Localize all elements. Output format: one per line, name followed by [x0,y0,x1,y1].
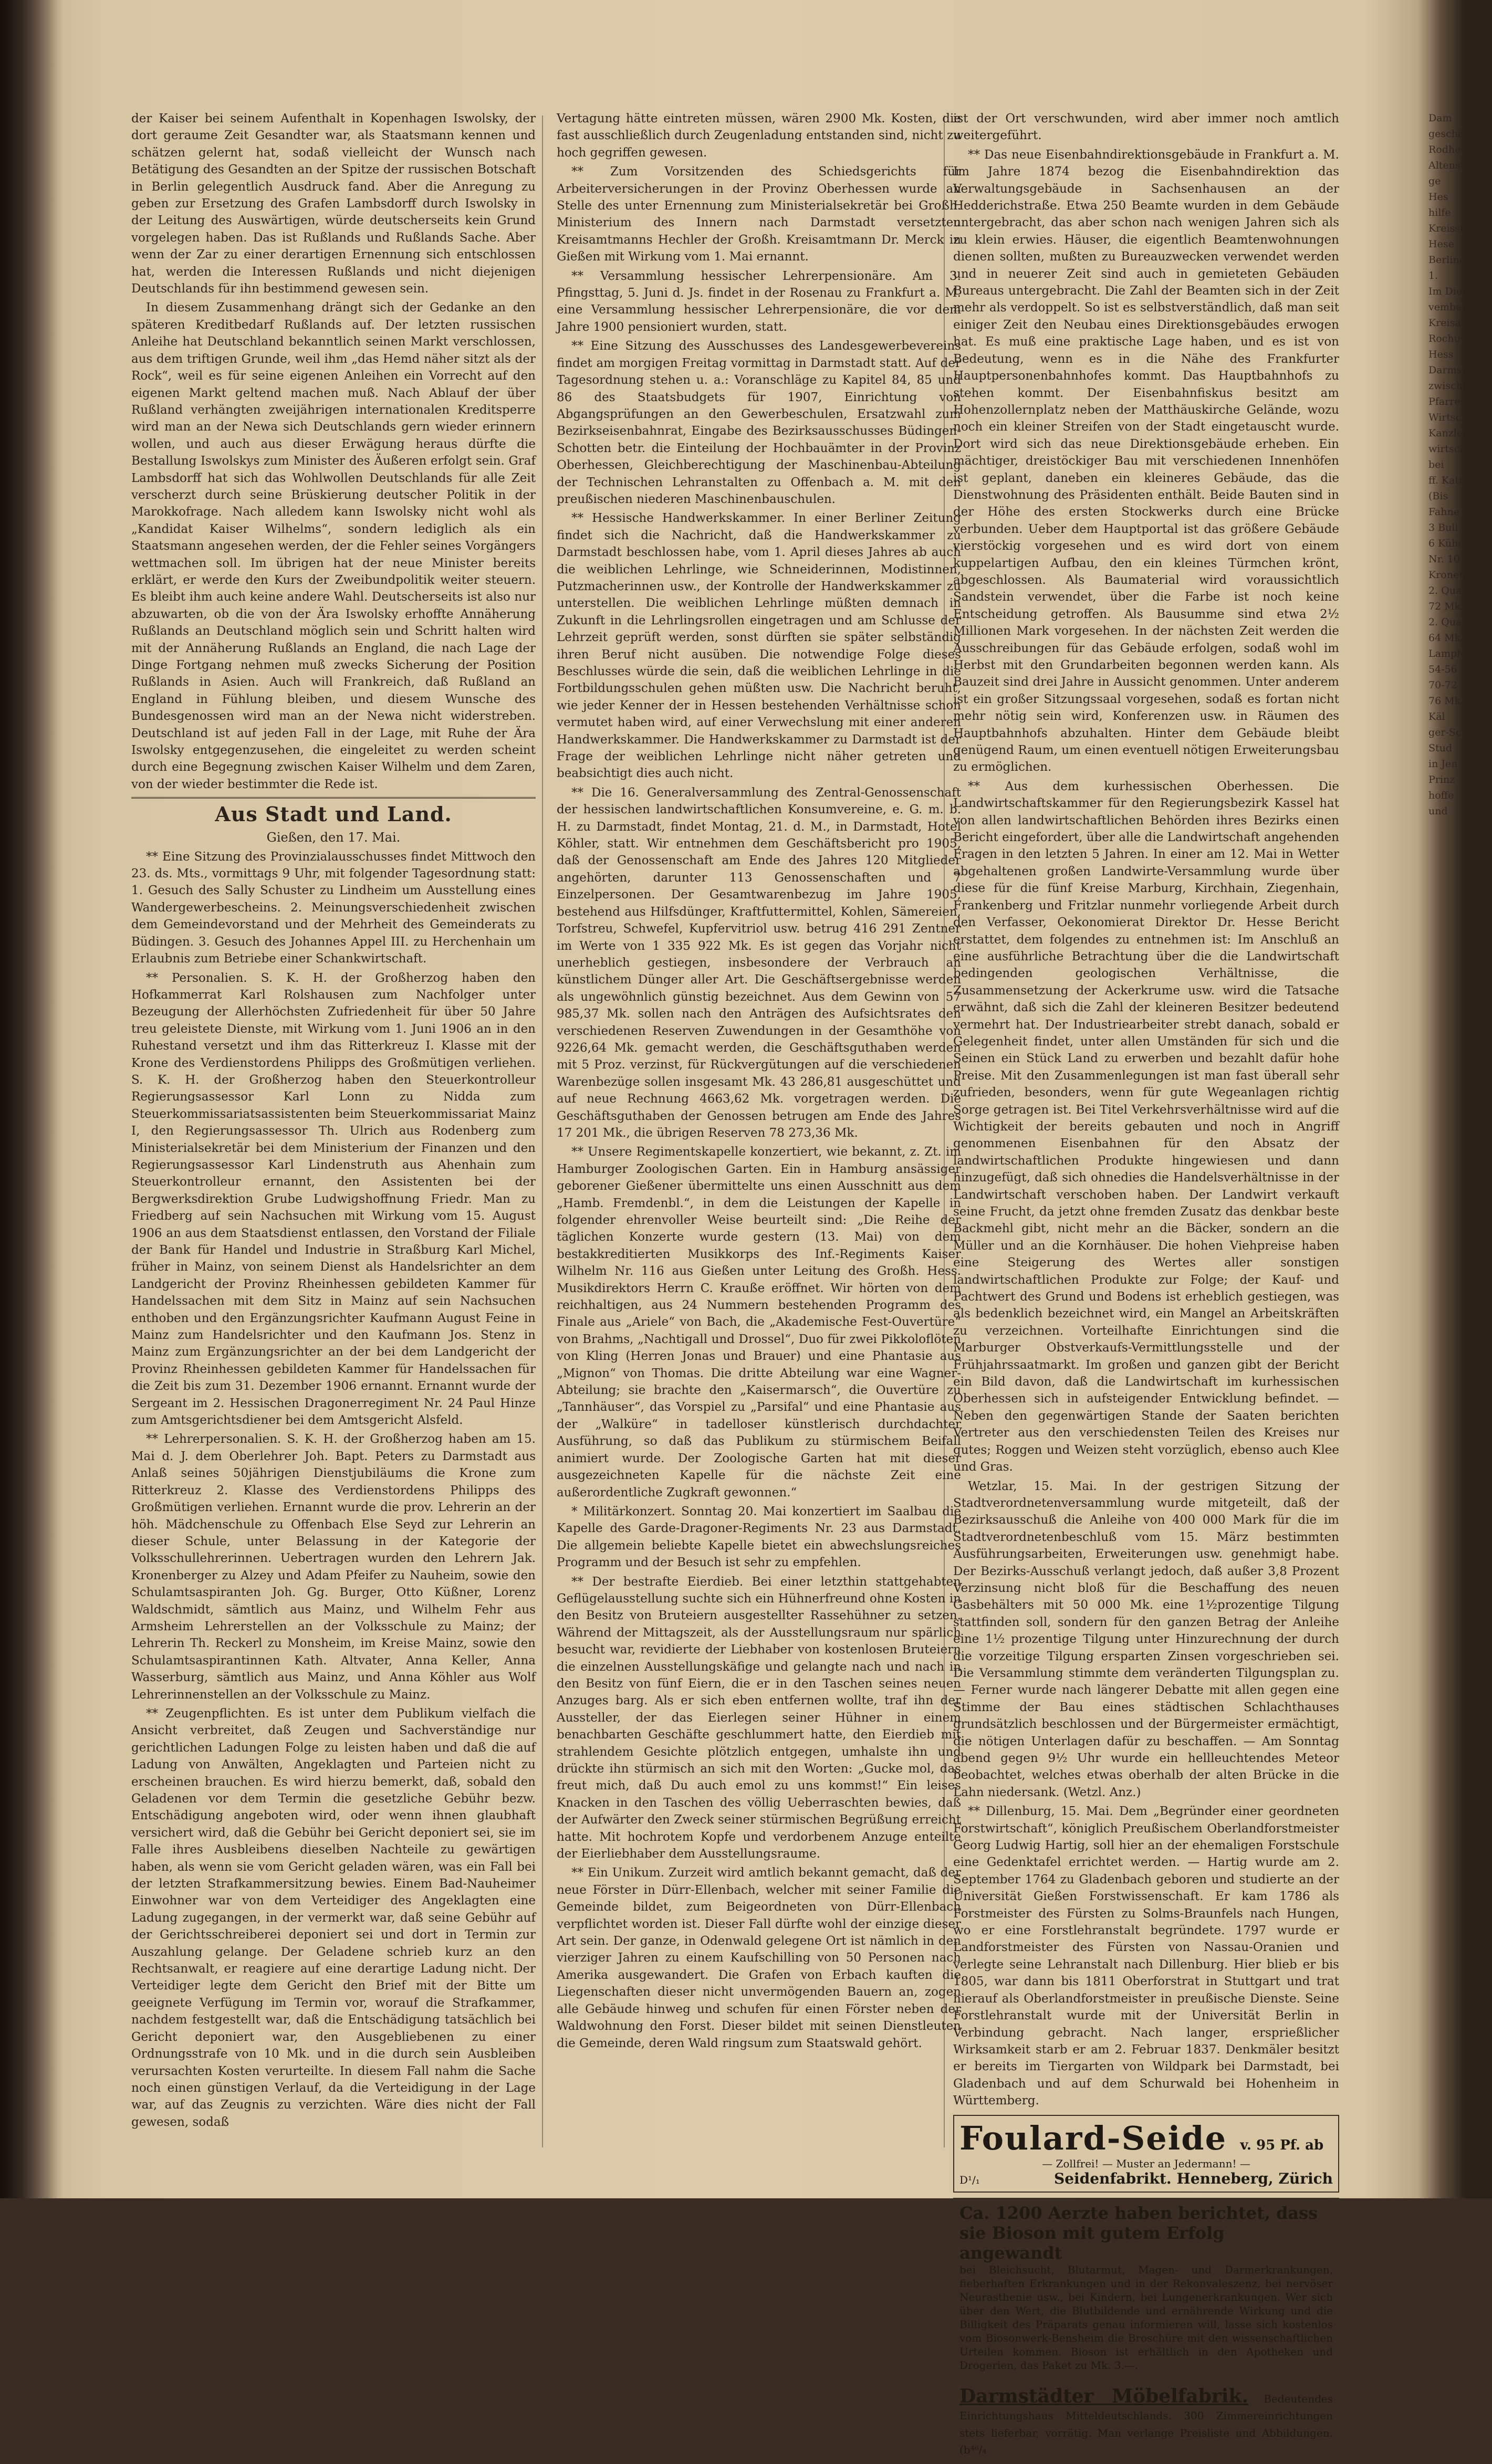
fragment-line: ff. Katt [1428,475,1463,486]
fragment-line: Käl [1428,711,1445,722]
fragment-line: Kreisstadt [1428,223,1480,234]
fragment-line: Nr. 10 [1428,553,1460,565]
fragment-line: zwischen [1428,380,1475,392]
fragment-line: Fahne [1428,506,1459,518]
fragment-line: 6 Kühe [1428,538,1464,549]
news-item: Wetzlar, 15. Mai. In der gestrigen Sitzung der Stadtverordnetenversammlung wurde mitgeteilt, daß der Bezirksausschuß die Anleihe von 400 000 Mark für die im Stadtverordnetenbeschluß vom 15. März bestimmten Ausführungsarbeiten, Erweiterungen usw. genehmigt habe. Der Bezirks-Ausschuß verlangt jedoch, daß außer 3,8 Prozent Verzinsung nicht bloß für die Beschaffung des neuen Gasbehälters mit 50 000 Mk. eine 1½prozentige Tilgung stattfinden soll, sondern für den ganzen Betrag der Anleihe eine 1½ prozentige Tilgung unter Hinzurechnung der durch die vorzeitige Tilgung ersparten Zinsen vorgeschrieben sei. Die Versammlung stimmte dem veränderten Tilgungsplan zu. — Ferner wurde nach längerer Debatte mit allen gegen eine Stimme der Bau eines städtischen Schlachthauses grundsätzlich beschlossen und der Bürgermeister ermächtigt, die nötigen Unterlagen dafür zu beschaffen. — Am Sonntag abend gegen 9½ Uhr wurde ein hellleuchtendes Meteor beobachtet, welches etwas oberhalb der alten Brücke in die Lahn niedersank. (Wetzl. Anz.) [953,1479,1339,1799]
ad-firm: Seidenfabrikt. Henneberg, Zürich [1053,2169,1333,2187]
fragment-line: in Jen [1428,758,1458,770]
column-1 [131,110,536,2158]
fragment-line: 70-72 [1428,679,1457,691]
fragment-line: Wirtschaft [1428,412,1481,423]
ad-title: Darmstädter Möbelfabrik. [959,2385,1248,2407]
news-item: * Militärkonzert. Sonntag 20. Mai konzertiert im Saalbau die Kapelle des Garde-Dragoner-Regiments Nr. 23 aus Darmstadt. Die allgemein beliebte Kapelle bietet ein abwechslungsreiches Programm und der Besuch ist sehr zu empfehlen. [557,1504,961,1570]
ad-price: v. 95 Pf. ab [1240,2137,1324,2153]
fragment-line: Altenstadt [1428,160,1481,171]
news-item: Vertagung hätte eintreten müssen, wären 2900 Mk. Kosten, die fast ausschließlich durch Zeugenladung entstanden sind, nicht zu hoch gegriffen gewesen. [557,112,961,160]
ad-code: D¹/₁ [959,2173,980,2186]
column-2 [557,110,961,2158]
column-3 [953,110,1339,2457]
fragment-line: Hese [1428,238,1454,250]
fragment-line: Kreisamtes [1428,317,1486,329]
fragment-line: Kanzler [1428,427,1468,439]
news-item: ** Unsere Regimentskapelle konzertiert, wie bekannt, z. Zt. im Hamburger Zoologischen Garten. Ein in Hamburg ansässiger geborener Gießener übermittelte uns einen Ausschnitt aus dem „Hamb. Fremdenbl.“, in dem die Leistungen der Kapelle in folgender ehrenvoller Weise beurteilt sind: „Die Reihe der täglichen Konzerte wurde gestern (13. Mai) von dem bestakkreditierten Musikkorps des Inf.-Regiments Kaiser Wilhelm Nr. 116 aus Gießen unter Leitung des Großh. Hess. Musikdirektors Herrn C. Krauße eröffnet. Wir hörten von dem reichhaltigen, aus 24 Nummern bestehenden Programm des Finale aus „Ariele“ von Bach, die „Akademische Fest-Ouvertüre“ von Brahms, „Nachtigall und Drossel“, Duo für zwei Pikkoloflöten von Kling (Herren Jonas und Brauer) und eine Phantasie aus „Mignon“ von Thomas. Die dritte Abteilung war eine Wagner-Abteilung; sie brachte den „Kaisermarsch“, die Ouvertüre zu „Tannhäuser“, das Vorspiel zu „Parsifal“ und eine Phantasie aus der „Walküre“ in tadelloser künstlerisch durchdachter Ausführung, so daß das Publikum zu stürmischem Beifall animiert wurde. Der Zoologische Garten hat mit dieser ausgezeichneten Kapelle für die nächste Zeit eine außerordentliche Zugkraft gewonnen.“ [557,1145,961,1500]
fragment-line: 64 Mk. [1428,632,1464,644]
fragment-line: 76 Mk. [1428,695,1464,707]
article-paragraph: der Kaiser bei seinem Aufenthalt in Kopenhagen Iswolsky, der dort geraume Zeit Gesandter war, als Staatsmann kennen und schätzen gelernt hat, sodaß vielleicht der Wunsch nach Betätigung des Gesandten an der Spitze der russischen Botschaft in Berlin gelegentlich Ausdruck fand. Aber die Anregung zu geben zur Ersetzung des Grafen Lambsdorff durch Iswolsky in der Leitung des Auswärtigen, würde deutscherseits kein Grund vorgelegen haben. Das ist Rußlands und Rußlands Sache. Aber wenn der Zar zu einer derartigen Ernennung sich entschlossen hat, werden die Interessen Rußlands und nicht diejenigen Deutschlands für ihn bestimmend gewesen sein. [131,112,536,296]
ad-body: bei Bleichsucht, Blutarmut, Magen- und Darmerkrankungen, fieberhaften Erkrankungen und in der Rekonvaleszenz, bei nervöser Neurasthenie usw., bei Kindern, bei Lungenerkrankungen. Wer sich über den Wert, die Blutbildende und ernährende Wirkung und die Billigkeit des Präparats genau informieren will, lasse sich kostenlos vom Biosonwerk-Bensheim die Broschüre mit den wissenschaftlichen Urteilen kommen. Bioson ist erhältlich in den Apotheken und Drogerien, das Paket zu Mk. 3.—. [959,2263,1333,2372]
ad-title: Foulard-Seide [959,2119,1227,2157]
fragment-line: Berliner [1428,254,1470,266]
news-item: ** Zum Vorsitzenden des Schiedsgerichts für Arbeiterversicherungen in der Provinz Oberhessen wurde an Stelle des unter Ernennung zum Ministerialsekretär bei Großh. Ministerium des Innern nach Darmstadt versetzten Kreisamtmanns Hechler der Großh. Kreisamtmann Dr. Merck in Gießen mit Wirkung vom 1. Mai ernannt. [557,165,961,264]
ad-tagline: — Zollfrei! — Muster an Jedermann! — [1042,2157,1250,2170]
fragment-line: ger-Sch [1428,727,1468,738]
fragment-line: ge [1428,175,1441,187]
news-item: ** Eine Sitzung des Ausschusses des Landesgewerbevereins findet am morgigen Freitag vormittag in Darmstadt statt. Auf der Tagesordnung stehen u. a.: Voranschläge zu Kapitel 84, 85 und 86 des Staatsbudgets für 1907, Einrichtung von Abgangsprüfungen an den Gewerbeschulen, Ersatzwahl zum Bezirkseisenbahnrat, Eingabe des Bezirksausschusses Büdingen-Schotten betr. die Einteilung der Hochbauämter in der Provinz Oberhessen, Gleichberechtigung der Maschinenbau-Abteilung der Technischen Lehranstalten zu Offenbach a. M. mit den preußischen niederen Maschinenbauschulen. [557,339,961,506]
fragment-line: 72 Mk. [1428,601,1464,612]
fragment-line: Rodheim [1428,144,1474,155]
news-item: ** Versammlung hessischer Lehrerpensionäre. Am 3. Pfingsttag, 5. Juni d. Js. findet in der Rosenau zu Frankfurt a. M. eine Versammlung hessischer Lehrerpensionäre, die vor dem Jahre 1900 pensioniert wurden, statt. [557,269,961,334]
fragment-line: Hess [1428,349,1454,360]
fragment-line: 54-56 [1428,664,1457,675]
fragment-line: und [1428,805,1448,817]
fragment-line: Kronen [1428,569,1466,581]
fragment-line: vember [1428,301,1467,313]
ad-body: Bedeutendes Einrichtungshaus Mitteldeutschlands. 300 Zimmereinrichtungen stets lieferbar, vorrätig. Man verlange Preisliste und Abbildungen. [959,2392,1333,2439]
news-item: ** Aus dem kurhessischen Oberhessen. Die Landwirtschaftskammer für den Regierungsbezirk Kassel hat von allen landwirtschaftlichen Behörden ihres Bezirks einen Bericht eingefordert, über alle die Landwirtschaft angehenden Fragen in den letzten 5 Jahren. In einer am 12. Mai in Wetter abgehaltenen großen Landwirte-Versammlung wurde über diese für die fünf Kreise Marburg, Kirchhain, Ziegenhain, Frankenberg und Fritzlar nunmehr vorliegende Arbeit durch den Verfasser, Oekonomierat Direktor Dr. Hesse Bericht erstattet, dem folgendes zu entnehmen ist: Im Anschluß an eine ausführliche Betrachtung über die die Landwirtschaft bedingenden geologischen Verhältnisse, die Zusammensetzung der Ackerkrume usw. wird die Tatsache erwähnt, daß sich die Zahl der kleineren Besitzer bedeutend vermehrt hat. Der Industriearbeiter strebt danach, sobald er Gelegenheit findet, unter allen Umständen für sich und die Seinen ein Stück Land zu erwerben und bezahlt dafür hohe Preise. Mit den Zusammenlegungen ist man fast überall sehr zufrieden, besonders, wenn für gute Wegeanlagen richtig Sorge getragen ist. Bei Titel Verkehrsverhältnisse wird auf die Wichtigkeit der bereits gebauten und noch in Angriff genommenen Eisenbahnen für den Absatz der landwirtschaftlichen Produkte hingewiesen und dann hinzugefügt, daß sich ohnedies die Handelsverhältnisse in der Landwirtschaft verschoben haben. Der Landwirt verkauft seine Frucht, da jetzt ohne fremden Zusatz das denkbar beste Backmehl gibt, nicht mehr an die Bäcker, sondern an die Müller und an die Kornhäuser. Die hohen Viehpreise haben eine Steigerung des Wertes aller sonstigen landwirtschaftlichen Produkte zur Folge; der Kauf- und Pachtwert des Grund und Bodens ist erheblich gestiegen, was als bedenklich bezeichnet wird, ein Mangel an Arbeitskräften zu verzeichnen. Vorteilhafte Einrichtungen sind die Marburger Obstverkaufs-Vermittlungsstelle und der Frühjahrssaatmarkt. Im großen und ganzen gibt der Bericht ein Bild davon, daß die Landwirtschaft im kurhessischen Oberhessen sich in aufsteigender Entwicklung befindet. — Neben den gegenwärtigen Stande der Saaten berichten Vertreter aus den verschiedensten Teilen des Kreises nur gutes; Roggen und Weizen steht vorzüglich, ebenso auch Klee und Gras. [953,779,1339,1474]
news-item: ** Die 16. Generalversammlung des Zentral-Genossenschaft der hessischen landwirtschaftlichen Konsumvereine, e. G. m. b. H. zu Darmstadt, findet Montag, 21. d. M., in Darmstadt, Hotel Köhler, statt. Wir entnehmen dem Geschäftsbericht pro 1905, daß der Genossenschaft am Ende des Jahres 120 Mitglieder angehörten, darunter 113 Genossenschaften und 7 Einzelpersonen. Der Gesamtwarenbezug im Jahre 1905, bestehend aus Hilfsdünger, Kraftfuttermittel, Kohlen, Sämereien, Torfstreu, Schwefel, Kupfervitriol usw. betrug 416 291 Zentner im Werte von 1 335 922 Mk. Es ist gegen das Vorjahr nicht unerheblich gestiegen, insbesondere der Verbrauch an künstlichem Dünger aller Art. Die Geschäftsergebnisse werden als ungewöhnlich günstig bezeichnet. Aus dem Gewinn von 57 985,37 Mk. sollen nach den Anträgen des Aufsichtsrates den verschiedenen Reserven Zuwendungen in der Gesamthöhe von 9226,64 Mk. gemacht werden, die Geschäftsguthaben werden mit 5 Proz. verzinst, für Rückvergütungen auf die verschiedenen Warenbezüge sollen insgesamt Mk. 43 286,81 ausgeschüttet und auf neue Rechnung 4663,62 Mk. vorgetragen werden. Die Geschäftsguthaben der Genossen betrugen am Ende des Jahres 17 201 Mk., die übrigen Reserven 78 273,36 Mk. [557,785,961,1140]
fragment-line: Rochus [1428,333,1466,344]
news-item: ** Zeugenpflichten. Es ist unter dem Publikum vielfach die Ansicht verbreitet, daß Zeugen und Sachverständige nur gerichtlichen Ladungen Folge zu leisten haben und daß die auf Ladung von Anwälten, Angeklagten und Parteien nicht zu erscheinen brauchen. Es wird hierzu bemerkt, daß, sobald den Geladenen vor dem Termin die gesetzliche Gebühr bezw. Entschädigung angeboten wird, oder wenn ihnen glaubhaft versichert wird, daß die Gebühr bei Gericht deponiert sei, sie im Falle ihres Ausbleibens dieselben Nachteile zu gewärtigen haben, als wenn sie vom Gericht geladen wären, was ein Fall bei der letzten Strafkammersitzung bewies. Einem Bad-Nauheimer Einwohner war von dem Verteidiger des Angeklagten eine Ladung zugegangen, in der vermerkt war, daß seine Gebühr auf der Gerichtsschreiberei deponiert sei und dort in Termin zur Auszahlung gelange. Der Geladene schrieb kurz an den Rechtsanwalt, er reagiere auf eine derartige Ladung nicht. Der Verteidiger legte dem Gericht den Brief mit der Bitte um geeignete Verfügung im Termin vor, worauf die Strafkammer, nachdem festgestellt war, daß die Entschädigung tatsächlich bei Gericht deponiert war, den Ausgebliebenen zu einer Ordnungsstrafe von 10 Mk. und in die durch sein Ausbleiben verursachten Kosten verurteilte. In diesem Fall nahm die Sache noch einen günstigen Verlauf, da die Verteidigung in der Lage war, auf das Zeugnis zu verzichten. Wäre dies nicht der Fall gewesen, sodaß [131,1706,536,2129]
fragment-line: (Bis [1428,490,1448,502]
news-item: ** Der bestrafte Eierdieb. Bei einer letzthin stattgehabten Geflügelausstellung suchte sich ein Hühnerfreund ohne Kosten in den Besitz von Bruteiern ausgestellter Rassehühner zu setzen. Während der Mittagszeit, als der Ausstellungsraum nur spärlich besucht war, revidierte der Liebhaber von kostenlosen Bruteiern die einzelnen Ausstellungskäfige und gelangte nach und nach in den Besitz von fünf Eiern, die er in den Taschen seines neuen Anzuges barg. Als er sich eben entfernen wollte, traf ihn der Aussteller, der das Eierlegen seiner Hühner in einem benachbarten Geschäfte geschlummert hatte, den Eierdieb mit strahlendem Gesichte plötzlich entgegen, umhalste ihn und drückte ihn stürmisch an sich mit den Worten: „Gucke mol, das freut mich, daß Du auch emol zu uns kommst!“ Ein leises Knacken in den Taschen des völlig Ueberraschten bewies, daß der Aufwärter den Zweck seiner stürmischen Begrüßung erreicht hatte. Mit hochrotem Kopfe und verdorbenem Anzuge enteilte der Eierliebhaber dem Ausstellungsraume. [557,1575,961,1861]
ad-code: (b⁴⁶/₄ [959,2444,987,2457]
news-item: ** Hessische Handwerkskammer. In einer Berliner Zeitung findet sich die Nachricht, daß die Handwerkskammer zu Darmstadt beschlossen habe, vom 1. April dieses Jahres ab auch die weiblichen Lehrlinge, wie Schneiderinnen, Modistinnen, Putzmacherinnen usw., der Kontrolle der Handwerkskammer zu unterstellen. Die weiblichen Lehrlinge müßten demnach in Zukunft in die Lehrlingsrollen eingetragen und am Schlusse der Lehrzeit geprüft werden, sonst dürften sie später selbständig ihren Beruf nicht ausüben. Die notwendige Folge dieses Beschlusses würde die sein, daß die weiblichen Lehrlinge in die Fortbildungsschulen gehen müßten usw. Die Nachricht beruht, wie jeder Kenner der in Hessen bestehenden Verhältnisse schon vermutet haben wird, auf einer Verwechslung mit einer anderen Handwerkskammer. Die Handwerkskammer zu Darmstadt ist der Frage der weiblichen Lehrlinge nicht näher getreten und beabsichtigt dies auch nicht. [557,511,961,781]
fragment-line: Pfarrer [1428,396,1465,407]
news-item: ist der Ort verschwunden, wird aber immer noch amtlich weitergeführt. [953,112,1339,143]
fragment-line: geschäftem [1428,128,1487,140]
news-item: ** Lehrerpersonalien. S. K. H. der Großherzog haben am 15. Mai d. J. dem Oberlehrer Joh. Bapt. Peters zu Darmstadt aus Anlaß seines 50jährigen Dienstjubiläums die Krone zum Ritterkreuz 2. Klasse des Verdienstordens Philipps des Großmütigen verliehen. Ernannt wurde die prov. Lehrerin an der höh. Mädchenschule zu Offenbach Else Seyd zur Lehrerin an dieser Schule, unter Belassung in der Kategorie der Volksschullehrerinnen. Uebertragen wurden den Lehrern Jak. Kronenberger zu Alzey und Adam Pfeifer zu Nauheim, sowie den Schulamtsaspiranten Joh. Gg. Burger, Otto Küßner, Lorenz Waldschmidt, sämtlich aus Mainz, und Wilhelm Fehr aus Armsheim Lehrerstellen an der Volksschule zu Mainz; der Lehrerin Th. Reckerl zu Monsheim, im Kreise Mainz, sowie den Schulamtsaspirantinnen Kath. Altvater, Anna Keller, Anna Wasserburg, sämtlich aus Mainz, und Anna Köhler aus Wolf Lehrerinnenstellen an der Volksschule zu Mainz. [131,1432,536,1702]
fragment-line: 2. Quali [1428,616,1468,628]
advertisement-moebelfabrik [953,2383,1339,2464]
fragment-line: Darmst [1428,364,1466,376]
fragment-line: wirtschafts [1428,443,1485,455]
column-rule [542,116,543,2147]
fragment-line: Lampfel [1428,648,1470,659]
ad-headline: Ca. 1200 Aerzte haben berichtet, dass sie Bioson mit gutem Erfolg angewandt [959,2203,1318,2263]
fragment-line: hilfe [1428,207,1451,218]
fragment-line: 2. Quali [1428,585,1468,596]
news-item: ** Eine Sitzung des Provinzialausschusses findet Mittwoch den 23. ds. Mts., vormittags 9 Uhr, mit folgender Tagesordnung statt: 1. Gesuch des Sally Schuster zu Lindheim um Ausstellung eines Wandergewerbescheins. 2. Meinungsverschiedenheit zwischen dem Gemeindevorstand und der Mehrheit des Gemeinderats zu Büdingen. 3. Gesuch des Johannes Appel III. zu Herchenhain um Erlaubnis zum Betriebe einer Schankwirtschaft. [131,850,536,966]
news-item: ** Personalien. S. K. H. der Großherzog haben den Hofkammerrat Karl Rolshausen zum Nachfolger unter Bezeugung der Allerhöchsten Zufriedenheit für über 50 Jahre treu geleistete Dienste, mit Wirkung vom 1. Juni 1906 an in den Ruhestand versetzt und ihm das Ritterkreuz I. Klasse mit der Krone des Verdienstordens Philipps des Großmütigen verliehen. S. K. H. der Großherzog haben den Steuerkontrolleur Regierungsassessor Karl Lonn zu Nidda zum Steuerkommissariatsassistenten beim Steuerkommissariat Mainz I, den Regierungsassessor Th. Ulrich aus Rodenberg zum Ministerialsekretär bei dem Ministerium der Finanzen und den Regierungsassessor Karl Lindenstruth aus Ahenhain zum Steuerkontrolleur ernannt, den Assistenten bei der Bergwerksdirektion Grube Ludwigshoffnung Friedr. Man zu Friedberg auf sein Nachsuchen mit Wirkung vom 15. August 1906 an aus dem Staatsdienst entlassen, den Vorstand der Filiale der Bank für Handel und Industrie in Straßburg Karl Michel, früher in Mainz, von seinem Dienst als Handelsrichter an dem Landgericht der Provinz Rheinhessen gebildeten Kammer für Handelssachen mit dem Sitz in Mainz auf sein Nachsuchen enthoben und den Ergänzungsrichter Kaufmann August Feine in Mainz zum Handelsrichter und den Kaufmann Jos. Stenz in Mainz zum Ergänzungsrichter an der bei dem Landgericht der Provinz Rheinhessen gebildeten Kammer für Handelssachen für die Zeit bis zum 31. Dezember 1906 ernannt. Ernannt wurde der Sergeant im 2. Hessischen Dragonerregiment Nr. 24 Paul Hinze zum Amtsgerichtsdiener bei dem Amtsgericht Alsfeld. [131,971,536,1428]
news-item: ** Ein Unikum. Zurzeit wird amtlich bekannt gemacht, daß der neue Förster in Dürr-Ellenbach, welcher mit seiner Familie die Gemeinde bildet, zum Beigeordneten von Dürr-Ellenbach verpflichtet worden ist. Dieser Fall dürfte wohl der einzige dieser Art sein. Der ganze, in Odenwald gelegene Ort ist nämlich in den vierziger Jahren zu einem Kaufschilling von 50 Personen nach Amerika ausgewandert. Die Grafen von Erbach kauften die Liegenschaften dieser nicht unvermögenden Bauern an, zogen alle Gebäude hinweg und schufen für einen Förster neben der Waldwohnung den Forst. Dieser bildet mit seinen Dienstleuten die Gemeinde, deren Wald ringsum zum Staatswald gehört. [557,1866,961,2050]
fragment-line: bei [1428,459,1444,470]
fragment-line: Stud [1428,742,1453,754]
adjacent-page-fragment [1428,110,1487,2105]
fragment-line: Im Dien [1428,286,1469,297]
fragment-line: hoffe [1428,790,1454,801]
advertisement-foulard-seide [953,2115,1339,2193]
news-item: ** Dillenburg, 15. Mai. Dem „Begründer einer geordneten Forstwirtschaft“, königlich Preußischem Oberlandforstmeister Georg Ludwig Hartig, soll hier an der ehemaligen Forstschule eine Gedenktafel errichtet werden. — Hartig wurde am 2. September 1764 zu Gladenbach geboren und studierte an der Universität Gießen Forstwissenschaft. Er kam 1786 als Forstmeister des Fürsten zu Solms-Braunfels nach Hungen, wo er eine Forstlehranstalt begründete. 1797 wurde er Landforstmeister des Fürsten von Nassau-Oranien und verlegte seine Lehranstalt nach Dillenburg. Hier blieb er bis 1805, war dann bis 1811 Oberforstrat in Stuttgart und trat hierauf als Oberlandforstmeister in preußische Dienste. Seine Forstlehranstalt wurde mit der Universität Berlin in Verbindung gebracht. Nach langer, ersprießlicher Wirksamkeit starb er am 2. Februar 1837. Denkmäler besitzt er bereits im Tiergarten von Wildpark bei Darmstadt, bei Gladenbach und auf dem Schurwald bei Hohenheim in Württemberg. [953,1805,1339,2108]
newspaper-page [105,110,1402,2457]
fragment-line: Dam [1428,112,1452,124]
binding-shadow [0,0,58,2198]
article-paragraph: In diesem Zusammenhang drängt sich der Gedanke an den späteren Kreditbedarf Rußlands auf. Der letzten russischen Anleihe hat Deutschland bekanntlich seinen Markt verschlossen, aus dem triftigen Grunde, weil ihm „das Hemd näher sitzt als der Rock“, weil es für seine eigenen Anleihen ein Vorrecht auf den eigenen Markt geltend machen muß. Nach Ablauf der über Rußland verhängten zweijährigen internationalen Kreditsperre wird man an der Newa sich Deutschlands gern wieder erinnern wollen, und auch aus dieser Erwägung heraus dürfte die Bestallung Iswolskys zum Minister des Äußeren erfolgt sein. Graf Lambsdorff hat sich das Wohlwollen Deutschlands für alle Zeit verscherzt durch seine Brüskierung deutscher Politik in der Marokkofrage. Nach alledem kann Iswolsky nicht wohl als „Kandidat Kaiser Wilhelms“, sondern lediglich als ein Staatsmann angesehen werden, der die Fehler seines Vorgängers wettmachen soll. Im übrigen hat der neue Minister bereits erklärt, er werde den Kurs der Zweibundpolitik weiter steuern. Es bleibt ihm auch keine andere Wahl. Deutscherseits ist also nur abzuwarten, ob die von der Ära Iswolsky erhoffte Annäherung Rußlands an Deutschland möglich sein und Schritt halten wird mit der Annäherung Rußlands an England, die nach Lage der Dinge Fortgang nehmen muß zwecks Sicherung der Position Rußlands in Asien. Auch will Frankreich, daß Rußland an England in Fühlung bleiben, und diesem Wunsche des Bundesgenossen wird man an der Newa nicht widerstreben. Deutschland ist auf jeden Fall in der Lage, mit Ruhe der Ära Iswolsky entgegenzusehen, die eingeleitet zu werden scheint durch eine Begegnung zwischen Kaiser Wilhelm und dem Zaren, von der wieder bestimmter die Rede ist. [131,301,536,791]
fragment-line: Prinz [1428,774,1455,785]
advertisement-bioson [953,2198,1339,2377]
fragment-line: Hes [1428,191,1448,203]
news-item: ** Das neue Eisenbahndirektionsgebäude in Frankfurt a. M. Im Jahre 1874 bezog die Eisenbahndirektion das Verwaltungsgebäude in Sachsenhausen an der Hedderichstraße. Etwa 250 Beamte wurden in dem Gebäude untergebracht, das aber schon nach wenigen Jahren sich als zu klein erwies. Häuser, die eigentlich Beamtenwohnungen dienen sollten, mußten zu Bureauzwecken verwendet werden und in neuerer Zeit sind auch in gemieteten Gebäuden Bureaus untergebracht. Die Zahl der Beamten sich in der Zeit mehr als verdoppelt. So ist es selbstverständlich, daß man seit einiger Zeit den Neubau eines Direktionsgebäudes erwogen hat. Es muß eine praktische Lage haben, und es ist von Bedeutung, wenn es in die Nähe des Frankfurter Hauptpersonenbahnhofes kommt. Das Hauptbahnhofs zu stehen kommt. Der Eisenbahnfiskus besitzt am Hohenzollernplatz neben der Matthäuskirche Gelände, wozu noch ein kleiner Streifen von der Stadt eingetauscht wurde. Dort wird sich das neue Direktionsgebäude erheben. Ein mächtiger, dreistöckiger Bau mit verschiedenen Innenhöfen ist geplant, daneben ein kleineres Gebäude, das die Dienstwohnung des Präsidenten enthält. Beide Bauten sind in der Höhe des ersten Stockwerks durch eine Brücke verbunden. Ueber dem Hauptportal ist das größere Gebäude vierstöckig vorgesehen und es wird dort von einem kuppelartigen Aufbau, den ein kleines Türmchen krönt, abgeschlossen. Als Baumaterial wird voraussichtlich Sandstein verwendet, über die Farbe ist noch keine Entscheidung getroffen. Als Bausumme sind etwa 2½ Millionen Mark vorgesehen. In der nächsten Zeit werden die Ausschreibungen für das Gebäude erfolgen, sodaß wohl im Herbst mit den Grundarbeiten begonnen werden kann. Als Bauzeit sind drei Jahre in Aussicht genommen. Unter anderem ist ein großer Sitzungssaal vorgesehen, sodaß es fortan nicht mehr nötig sein wird, Konferenzen usw. in Räumen des Hauptbahnhofs abzuhalten. Hinter dem Gebäude bleibt genügend Raum, um einen eventuell nötigen Erweiterungsbau zu ermöglichen. [953,148,1339,774]
dateline: Gießen, den 17. Mai. [266,830,401,845]
fragment-line: 3 Bull. [1428,522,1462,533]
fragment-line: 1. [1428,270,1438,281]
section-heading: Aus Stadt und Land. [131,797,536,827]
